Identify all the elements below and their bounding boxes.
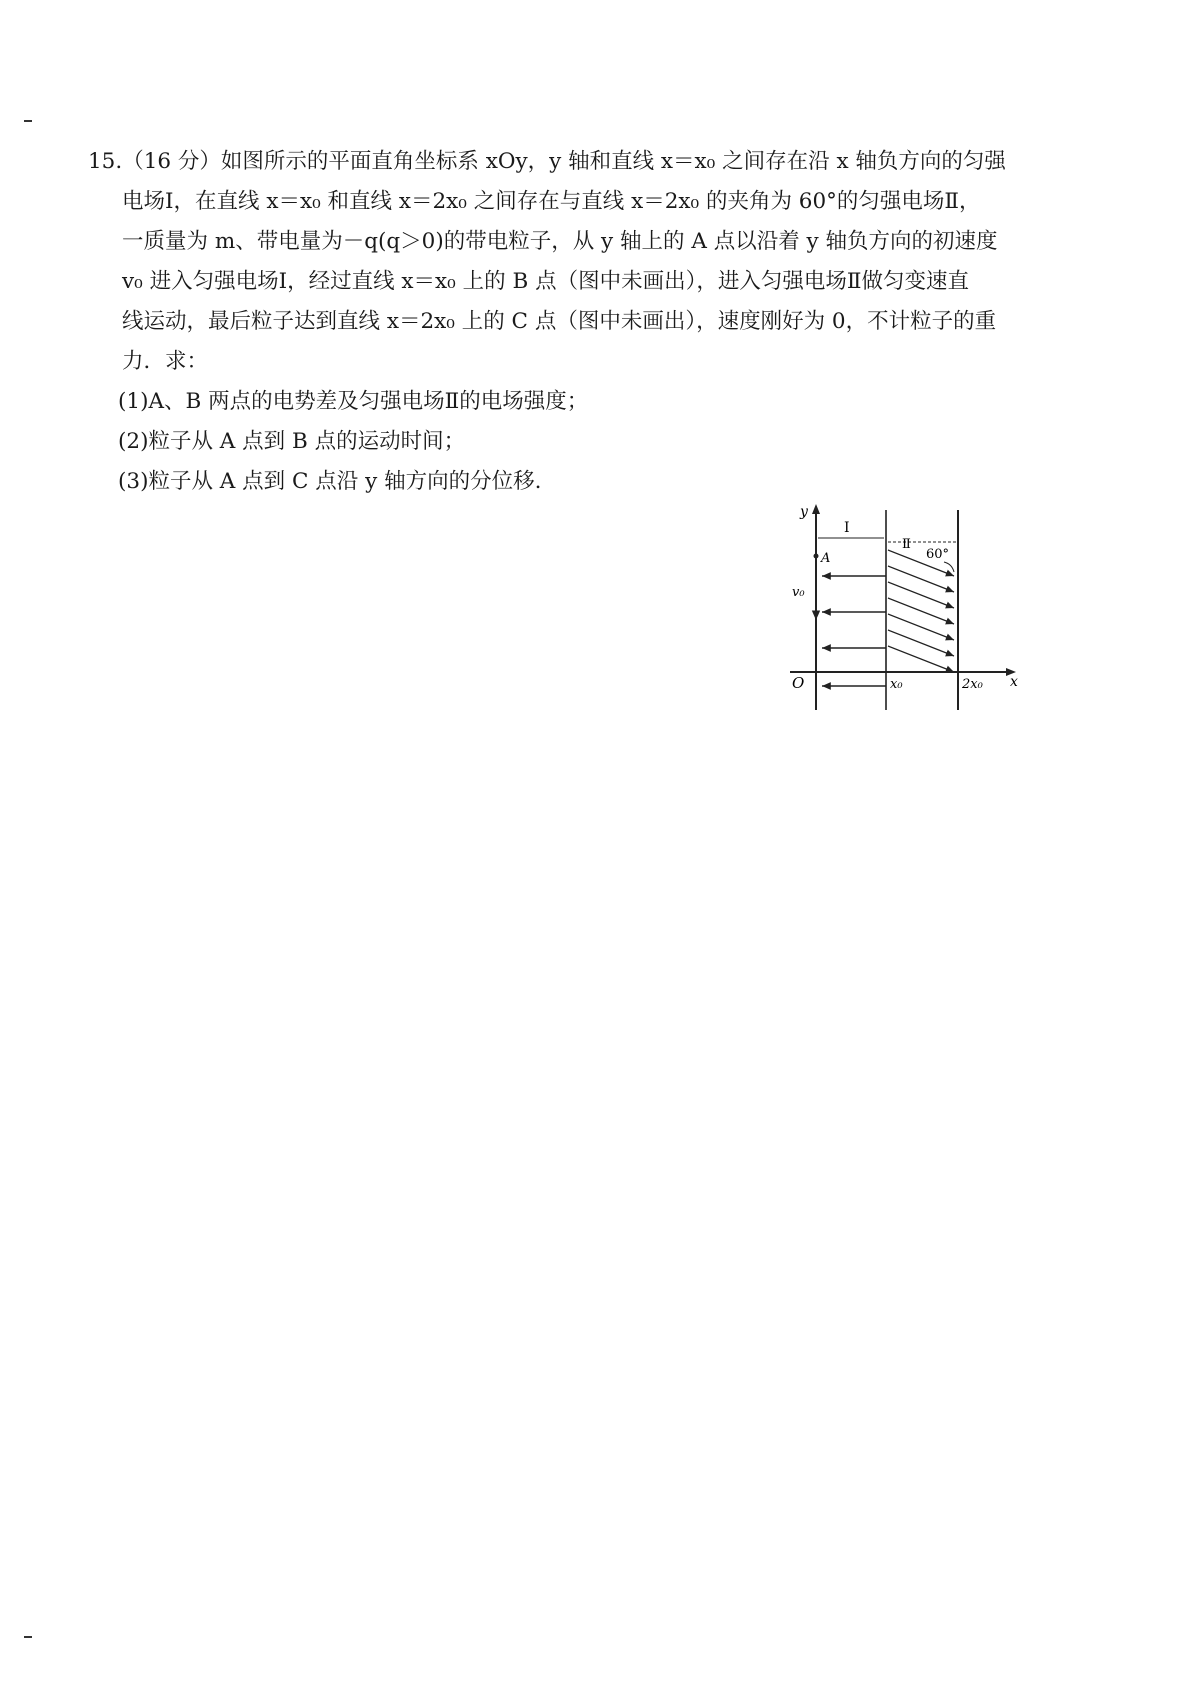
problem-line: 电场Ⅰ，在直线 x＝x₀ 和直线 x＝2x₀ 之间存在与直线 x＝2x₀ 的夹角为 60°的匀强电场Ⅱ， [122,189,981,214]
angle-arc [944,562,954,572]
problem-15 [88,142,1118,502]
margin-mark-top [24,120,32,122]
field-2-arrow [888,630,954,656]
margin-mark-bottom [24,1636,32,1638]
field-1-arrows [822,576,886,686]
problem-line: 一质量为 m、带电量为－q(q＞0)的带电粒子，从 y 轴上的 A 点以沿着 y 轴负方向的初速度 [122,229,998,254]
question-2: (2)粒子从 A 点到 B 点的运动时间； [118,429,466,454]
question-3: (3)粒子从 A 点到 C 点沿 y 轴方向的分位移. [118,469,542,494]
field-2-arrow [888,598,954,624]
x0-label: x₀ [890,677,903,692]
origin-label: O [792,674,805,692]
angle-label: 60° [926,547,950,562]
problem-line: 力．求： [122,349,209,374]
field-2-arrow [888,614,954,640]
field-diagram [788,500,1038,720]
y-axis-label: y [800,504,808,520]
point-a-label: A [821,551,831,566]
region2-label: Ⅱ [902,537,911,552]
field-2-arrow [888,582,954,608]
problem-line: 15.（16 分）如图所示的平面直角坐标系 xOy，y 轴和直线 x＝x₀ 之间存在沿 x 轴负方向的匀强 [88,149,1006,174]
x-axis-label: x [1010,674,1018,690]
y-axis-arrow-icon [812,504,820,514]
field-2-arrow [888,566,954,592]
point-a [814,554,819,559]
field-2-arrow [888,646,954,672]
field-diagram-svg [788,500,1038,720]
field-2-arrows [888,550,954,672]
region1-label: Ⅰ [844,520,850,536]
problem-line: 线运动，最后粒子达到直线 x＝2x₀ 上的 C 点（图中未画出），速度刚好为 0，不计粒子的重 [122,309,997,334]
problem-line: v₀ 进入匀强电场Ⅰ，经过直线 x＝x₀ 上的 B 点（图中未画出），进入匀强电场Ⅱ做匀变速直 [122,269,969,294]
question-1: (1)A、B 两点的电势差及匀强电场Ⅱ的电场强度； [118,389,589,414]
velocity-label: v₀ [792,585,805,600]
two-x0-label: 2x₀ [962,677,983,692]
